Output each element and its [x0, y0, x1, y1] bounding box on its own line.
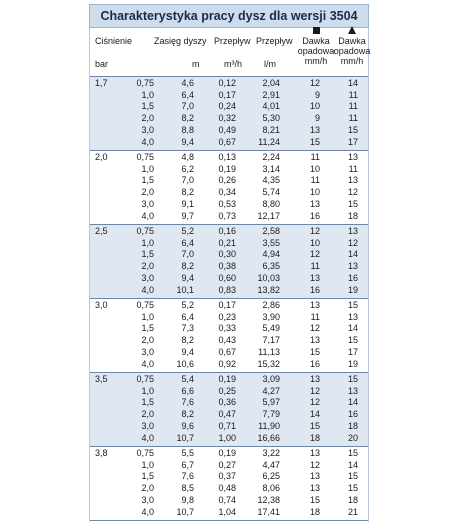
table-cell: 1,5 [141, 249, 154, 260]
table-cell: 1,5 [141, 397, 154, 408]
table-cell: 5,2 [181, 300, 194, 310]
table-cell: 0,53 [218, 198, 236, 209]
table-cell: 5,49 [262, 323, 280, 334]
header-range-unit: m [192, 59, 200, 69]
table-cell: 5,30 [262, 113, 280, 124]
triangle-icon [333, 26, 371, 36]
table-cell: 8,2 [181, 261, 194, 272]
table-cell: 0,26 [218, 175, 236, 186]
table-cell: 18 [347, 494, 358, 505]
table-cell: 0,75 [136, 300, 154, 310]
table-cell: 10,6 [176, 358, 194, 369]
table-cell: 3,22 [262, 448, 280, 458]
table-cell: 7,3 [181, 323, 194, 334]
table-cell: 18 [309, 506, 320, 517]
table-cell: 6,35 [262, 261, 280, 272]
header-precip-triangle-line2: opadowa [333, 46, 371, 56]
table-cell: 16,66 [257, 432, 280, 443]
table-row [90, 374, 368, 386]
table-cell: 5,4 [181, 374, 194, 384]
table-cell: 15 [347, 374, 358, 384]
table-cell: 8,5 [181, 483, 194, 494]
table-cell: 5,2 [181, 226, 194, 236]
table-cell: 10 [309, 163, 320, 174]
table-cell: 4,27 [262, 385, 280, 396]
table-row [90, 495, 368, 507]
table-cell: 0,49 [218, 124, 236, 135]
table-row [90, 507, 368, 519]
table-cell: 0,67 [218, 136, 236, 147]
table-row [90, 448, 368, 460]
table-cell: 7,79 [262, 409, 280, 420]
table-cell: 0,75 [136, 152, 154, 162]
table-cell: 3,0 [141, 420, 154, 431]
table-cell: 1,04 [218, 506, 236, 517]
table-cell: 3,0 [141, 272, 154, 283]
table-row [90, 211, 368, 223]
header-precip-triangle [333, 26, 371, 66]
table-row [90, 300, 368, 312]
table-cell: 10,7 [176, 506, 194, 517]
table-cell: 3,90 [262, 311, 280, 322]
table-cell: 6,25 [262, 471, 280, 482]
header-flow-m3h-unit: m³/h [224, 59, 242, 69]
table-cell: 12 [309, 385, 320, 396]
square-icon [297, 26, 335, 36]
pressure-group [90, 76, 368, 150]
table-cell: 12 [309, 78, 320, 88]
table-cell: 5,5 [181, 448, 194, 458]
table-cell: 4,94 [262, 249, 280, 260]
table-cell: 9 [314, 113, 320, 124]
table-cell: 9,4 [181, 272, 194, 283]
table-cell: 3,0 [141, 346, 154, 357]
table-row [90, 347, 368, 359]
table-cell: 15 [347, 483, 358, 494]
table-cell: 10 [309, 187, 320, 198]
table-row [90, 397, 368, 409]
table-row [90, 175, 368, 187]
table-cell: 13 [347, 152, 358, 162]
table-cell: 15 [309, 346, 320, 357]
table-cell: 4,0 [141, 210, 154, 221]
table-cell: 8,8 [181, 124, 194, 135]
table-row [90, 323, 368, 335]
table-cell: 1,00 [218, 432, 236, 443]
table-cell: 0,75 [136, 78, 154, 88]
table-cell: 2,0 [141, 261, 154, 272]
table-cell: 0,83 [218, 284, 236, 295]
table-cell: 10,7 [176, 432, 194, 443]
table-cell: 16 [309, 210, 320, 221]
table-cell: 0,47 [218, 409, 236, 420]
table-cell: 16 [347, 409, 358, 420]
table-cell: 1,0 [141, 89, 154, 100]
table-cell: 8,80 [262, 198, 280, 209]
table-cell: 0,21 [218, 237, 236, 248]
table-cell: 8,2 [181, 187, 194, 198]
header-precip-triangle-unit: mm/h [340, 56, 364, 66]
pressure-group [90, 372, 368, 446]
header-range: Zasięg dyszy [154, 36, 207, 46]
table-row [90, 359, 368, 371]
table-cell: 18 [347, 210, 358, 221]
table-cell: 1,0 [141, 163, 154, 174]
table-cell: 0,73 [218, 210, 236, 221]
table-cell: 0,19 [218, 374, 236, 384]
pressure-group [90, 446, 368, 520]
table-cell: 13 [347, 261, 358, 272]
header-precip-square-line1: Dawka [302, 36, 330, 46]
table-cell: 0,23 [218, 311, 236, 322]
table-cell: 13 [347, 385, 358, 396]
table-cell: 10 [309, 101, 320, 112]
table-cell: 18 [347, 420, 358, 431]
table-cell: 4,0 [141, 432, 154, 443]
pressure-value: 3,0 [95, 300, 108, 310]
table-cell: 8,2 [181, 335, 194, 346]
table-cell: 0,38 [218, 261, 236, 272]
table-row [90, 312, 368, 324]
table-cell: 15 [309, 136, 320, 147]
table-cell: 2,24 [262, 152, 280, 162]
table-row [90, 187, 368, 199]
nozzle-table-panel [89, 0, 369, 526]
table-cell: 3,14 [262, 163, 280, 174]
table-cell: 14 [309, 409, 320, 420]
table-cell: 11 [310, 175, 320, 186]
table-cell: 15 [347, 124, 358, 135]
table-cell: 0,34 [218, 187, 236, 198]
table-row [90, 199, 368, 211]
table-cell: 2,04 [262, 78, 280, 88]
table-cell: 13 [347, 226, 358, 236]
table-row [90, 483, 368, 495]
table-bottom-border [90, 520, 368, 521]
table-cell: 9 [314, 89, 320, 100]
table-cell: 0,75 [136, 226, 154, 236]
table-cell: 2,0 [141, 335, 154, 346]
table-cell: 3,55 [262, 237, 280, 248]
table-row [90, 238, 368, 250]
pressure-value: 3,8 [95, 448, 108, 458]
table-cell: 0,13 [218, 152, 236, 162]
table-cell: 18 [309, 432, 320, 443]
table-cell: 12 [309, 249, 320, 260]
table-cell: 1,5 [141, 101, 154, 112]
table-cell: 1,5 [141, 471, 154, 482]
table-cell: 10 [309, 237, 320, 248]
table-cell: 6,4 [181, 237, 194, 248]
table-row [90, 261, 368, 273]
table-cell: 2,0 [141, 409, 154, 420]
table-row [90, 78, 368, 90]
table-cell: 7,0 [181, 249, 194, 260]
table-cell: 14 [347, 323, 358, 334]
table-cell: 13 [309, 272, 320, 283]
table-cell: 0,74 [218, 494, 236, 505]
table-cell: 4,0 [141, 358, 154, 369]
table-cell: 11,90 [258, 420, 280, 431]
header-pressure: Ciśnienie [95, 36, 133, 46]
table-cell: 10,03 [257, 272, 280, 283]
table-cell: 13 [347, 175, 358, 186]
table-cell: 14 [347, 397, 358, 408]
table-cell: 8,2 [181, 113, 194, 124]
table-cell: 0,75 [136, 448, 154, 458]
table-cell: 13 [309, 300, 320, 310]
table-cell: 7,6 [181, 471, 194, 482]
table-cell: 0,71 [218, 420, 236, 431]
table-row [90, 409, 368, 421]
table-cell: 16 [347, 272, 358, 283]
table-cell: 0,60 [218, 272, 236, 283]
table-row [90, 152, 368, 164]
table-cell: 2,0 [141, 483, 154, 494]
table-cell: 6,4 [181, 311, 194, 322]
table-cell: 0,30 [218, 249, 236, 260]
table-cell: 11 [310, 311, 320, 322]
table-cell: 6,2 [181, 163, 194, 174]
table-cell: 12,38 [257, 494, 280, 505]
table-cell: 0,67 [218, 346, 236, 357]
table-cell: 12,17 [257, 210, 280, 221]
pressure-value: 2,5 [95, 226, 108, 236]
table-row [90, 421, 368, 433]
table-cell: 8,21 [262, 124, 280, 135]
table-cell: 9,1 [181, 198, 194, 209]
table-cell: 3,09 [262, 374, 280, 384]
table-cell: 3,0 [141, 494, 154, 505]
table-cell: 0,75 [136, 374, 154, 384]
table-cell: 9,7 [181, 210, 194, 221]
table-title: Charakterystyka pracy dysz dla wersji 3504 [89, 4, 369, 28]
table-cell: 15 [347, 335, 358, 346]
table-cell: 19 [347, 358, 358, 369]
table-cell: 11 [348, 89, 358, 100]
table-row [90, 125, 368, 137]
table-cell: 0,19 [218, 163, 236, 174]
table-cell: 1,0 [141, 311, 154, 322]
table-cell: 13 [347, 311, 358, 322]
table-cell: 11,24 [258, 136, 280, 147]
table-cell: 9,8 [181, 494, 194, 505]
table-cell: 0,92 [218, 358, 236, 369]
table-cell: 7,6 [181, 397, 194, 408]
table-cell: 0,27 [218, 459, 236, 470]
table-cell: 0,33 [218, 323, 236, 334]
table-cell: 20 [347, 432, 358, 443]
table-cell: 4,01 [262, 101, 280, 112]
table-cell: 12 [309, 323, 320, 334]
table-cell: 15 [347, 448, 358, 458]
table-cell: 0,32 [218, 113, 236, 124]
table-cell: 0,17 [218, 89, 236, 100]
table-cell: 5,74 [262, 187, 280, 198]
table-cell: 15 [347, 300, 358, 310]
header-flow-lm: Przepływ [256, 36, 293, 46]
table-cell: 5,97 [262, 397, 280, 408]
table-cell: 16 [309, 284, 320, 295]
table-cell: 1,0 [141, 385, 154, 396]
table-cell: 2,58 [262, 226, 280, 236]
table-cell: 15 [347, 471, 358, 482]
table-cell: 3,0 [141, 124, 154, 135]
table-cell: 13 [309, 124, 320, 135]
table-cell: 12 [309, 226, 320, 236]
table-cell: 17 [347, 346, 358, 357]
data-table [89, 28, 369, 522]
table-cell: 2,86 [262, 300, 280, 310]
table-cell: 7,0 [181, 175, 194, 186]
table-cell: 1,0 [141, 237, 154, 248]
table-cell: 1,5 [141, 175, 154, 186]
table-cell: 1,0 [141, 459, 154, 470]
table-row [90, 335, 368, 347]
pressure-value: 3,5 [95, 374, 108, 384]
table-cell: 4,0 [141, 136, 154, 147]
table-cell: 14 [347, 78, 358, 88]
table-cell: 4,47 [262, 459, 280, 470]
table-cell: 10,1 [176, 284, 194, 295]
table-cell: 11,13 [258, 346, 280, 357]
table-cell: 17,41 [257, 506, 280, 517]
table-cell: 13 [309, 471, 320, 482]
table-cell: 9,4 [181, 346, 194, 357]
table-cell: 8,06 [262, 483, 280, 494]
table-row [90, 433, 368, 445]
table-cell: 4,0 [141, 284, 154, 295]
pressure-value: 1,7 [95, 78, 108, 88]
table-cell: 4,8 [181, 152, 194, 162]
table-cell: 8,2 [181, 409, 194, 420]
table-cell: 0,48 [218, 483, 236, 494]
table-cell: 15 [309, 494, 320, 505]
table-row [90, 249, 368, 261]
table-cell: 14 [347, 249, 358, 260]
table-row [90, 226, 368, 238]
table-cell: 7,0 [181, 101, 194, 112]
table-row [90, 137, 368, 149]
table-cell: 21 [347, 506, 358, 517]
header-flow-lm-unit: l/m [264, 59, 276, 69]
table-cell: 7,17 [262, 335, 280, 346]
table-cell: 0,16 [218, 226, 236, 236]
header-precip-square [297, 26, 335, 66]
table-cell: 19 [347, 284, 358, 295]
header-precip-triangle-line1: Dawka [338, 36, 366, 46]
table-cell: 2,91 [262, 89, 280, 100]
pressure-group [90, 150, 368, 224]
table-cell: 0,19 [218, 448, 236, 458]
table-cell: 3,0 [141, 198, 154, 209]
table-cell: 11 [348, 163, 358, 174]
table-cell: 13 [309, 335, 320, 346]
table-cell: 13 [309, 448, 320, 458]
table-cell: 4,35 [262, 175, 280, 186]
table-cell: 17 [347, 136, 358, 147]
pressure-group [90, 224, 368, 298]
pressure-value: 2,0 [95, 152, 108, 162]
table-cell: 11 [310, 261, 320, 272]
pressure-group [90, 298, 368, 372]
table-cell: 12 [309, 459, 320, 470]
table-cell: 13 [309, 483, 320, 494]
table-row [90, 273, 368, 285]
table-cell: 0,12 [218, 78, 236, 88]
table-row [90, 113, 368, 125]
header-precip-square-line2: opadowa [297, 46, 335, 56]
table-cell: 6,6 [181, 385, 194, 396]
table-cell: 16 [309, 358, 320, 369]
table-cell: 0,25 [218, 385, 236, 396]
table-row [90, 471, 368, 483]
table-cell: 4,0 [141, 506, 154, 517]
table-cell: 14 [347, 459, 358, 470]
table-cell: 2,0 [141, 187, 154, 198]
table-row [90, 164, 368, 176]
table-row [90, 285, 368, 297]
table-cell: 12 [347, 187, 358, 198]
table-cell: 0,36 [218, 397, 236, 408]
table-cell: 0,24 [218, 101, 236, 112]
table-cell: 0,17 [218, 300, 236, 310]
table-cell: 13,82 [257, 284, 280, 295]
table-cell: 9,4 [181, 136, 194, 147]
table-cell: 11 [348, 113, 358, 124]
table-cell: 15 [347, 198, 358, 209]
table-cell: 2,0 [141, 113, 154, 124]
table-row [90, 386, 368, 398]
table-cell: 1,5 [141, 323, 154, 334]
table-cell: 6,7 [181, 459, 194, 470]
header-precip-square-unit: mm/h [304, 56, 328, 66]
table-cell: 0,43 [218, 335, 236, 346]
table-cell: 6,4 [181, 89, 194, 100]
table-cell: 13 [309, 198, 320, 209]
table-cell: 13 [309, 374, 320, 384]
table-cell: 4,6 [181, 78, 194, 88]
table-cell: 12 [347, 237, 358, 248]
table-row [90, 90, 368, 102]
table-row [90, 460, 368, 472]
table-row [90, 101, 368, 113]
table-cell: 11 [310, 152, 320, 162]
table-cell: 0,37 [218, 471, 236, 482]
table-cell: 15,32 [257, 358, 280, 369]
table-cell: 9,6 [181, 420, 194, 431]
header-pressure-unit: bar [95, 59, 109, 69]
header-flow-m3h: Przepływ [214, 36, 251, 46]
table-cell: 12 [309, 397, 320, 408]
table-cell: 11 [348, 101, 358, 112]
table-cell: 15 [309, 420, 320, 431]
